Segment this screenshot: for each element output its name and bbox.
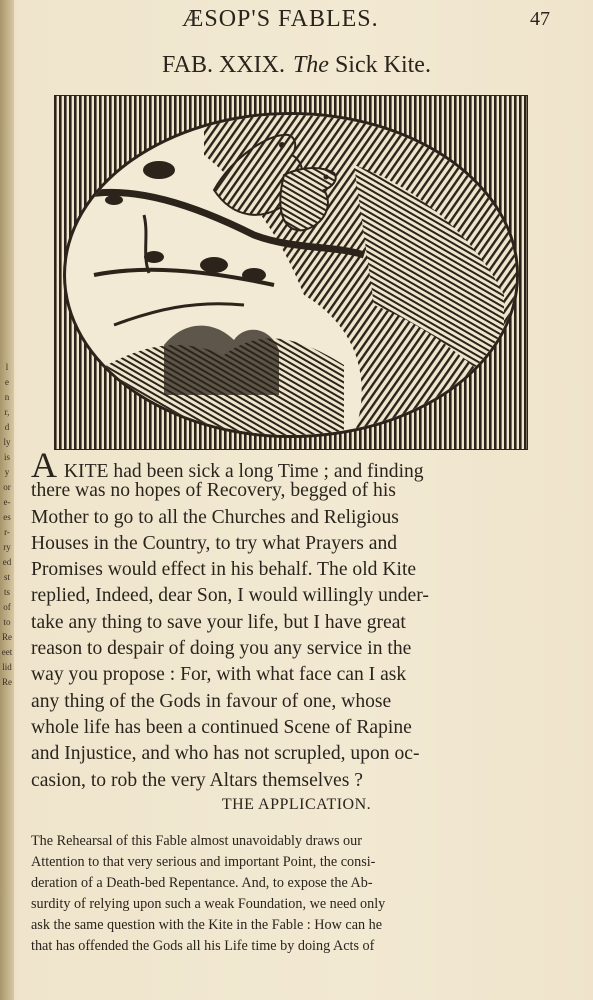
body-line-text: casion, to rob the very Altars themselves ? (31, 769, 363, 791)
running-head (0, 4, 593, 34)
body-line-text: Mother to go to all the Churches and Religious (31, 506, 399, 528)
body-line (31, 610, 553, 636)
margin-fragment: ry (3, 542, 11, 552)
margin-fragment: to (3, 617, 11, 627)
woodcut-kites-on-branch-icon (54, 95, 528, 450)
margin-fragment: r- (4, 527, 10, 537)
body-line (31, 636, 553, 662)
margin-fragment: l (5, 362, 9, 372)
body-line-text: Houses in the Country, to try what Prayers and (31, 532, 398, 554)
body-line (31, 583, 553, 609)
application-line: surdity of relying upon such a weak Foundation, we need only (31, 896, 386, 912)
margin-fragment: of (3, 602, 11, 612)
margin-fragment: d (4, 422, 10, 432)
drop-cap: A (31, 445, 57, 485)
fable-title: Sick Kite. (334, 52, 431, 78)
body-line-text: Promises would effect in his behalf. The old Kite (31, 559, 417, 581)
margin-fragment: eet (1, 647, 13, 657)
margin-fragment: e- (3, 497, 11, 507)
application-line: that has offended the Gods all his Life time by doing Acts of (31, 938, 375, 954)
body-line (31, 741, 553, 767)
fable-body (31, 445, 553, 794)
application-heading: THE APPLICATION. (221, 796, 372, 813)
body-line-text: whole life has been a continued Scene of Rapine (31, 716, 412, 738)
body-line (31, 557, 553, 583)
margin-fragment: or (3, 482, 11, 492)
body-line-text: there was no hopes of Recovery, begged of his (31, 480, 396, 502)
fable-title-article: The (292, 52, 329, 78)
page-number: 47 (530, 8, 550, 30)
margin-fragment: y (4, 467, 10, 477)
margin-fragment: es (3, 512, 11, 522)
margin-fragment: is (3, 452, 10, 462)
margin-fragment: Re (2, 632, 12, 642)
margin-fragment: Re (2, 677, 12, 687)
body-line (31, 689, 553, 715)
body-line-text: and Injustice, and who has not scrupled, upon oc- (31, 743, 420, 765)
margin-fragment: st (3, 572, 10, 582)
application-line: The Rehearsal of this Fable almost unavoidably draws our (31, 833, 362, 849)
body-line (31, 445, 553, 485)
application-line: ask the same question with the Kite in the Fable : How can he (31, 917, 383, 933)
previous-page-fragments (0, 360, 14, 690)
margin-fragment: ly (3, 437, 11, 447)
body-line (31, 505, 553, 531)
margin-fragment: ts (3, 587, 10, 597)
body-line (31, 531, 553, 557)
body-line-text: any thing of the Gods in favour of one, whose (31, 690, 392, 712)
application-line: deration of a Death-bed Repentance. And, to expose the Ab- (31, 875, 373, 891)
body-line (31, 478, 553, 504)
margin-fragment: r, (4, 407, 10, 417)
body-line (31, 662, 553, 688)
application-line: Attention to that very serious and important Point, the consi- (31, 854, 376, 870)
margin-fragment: n (4, 392, 10, 402)
body-line-text: replied, Indeed, dear Son, I would willingly under- (31, 585, 429, 607)
application-body (31, 831, 553, 957)
body-line (31, 715, 553, 741)
fable-number: FAB. XXIX. (162, 52, 285, 78)
margin-fragment: lid (2, 662, 12, 672)
margin-fragment: e (5, 377, 9, 387)
fable-heading (0, 52, 593, 79)
body-line-text: KITE had been sick a long Time ; and finding (59, 461, 424, 482)
body-line-text: reason to despair of doing you any service in the (31, 638, 412, 660)
running-title: ÆSOP'S FABLES. (182, 6, 379, 32)
body-line (31, 768, 553, 794)
margin-fragment: ed (2, 557, 12, 567)
body-line-text: way you propose : For, with what face can I ask (31, 664, 407, 686)
body-line-text: take any thing to save your life, but I have great (31, 611, 406, 633)
